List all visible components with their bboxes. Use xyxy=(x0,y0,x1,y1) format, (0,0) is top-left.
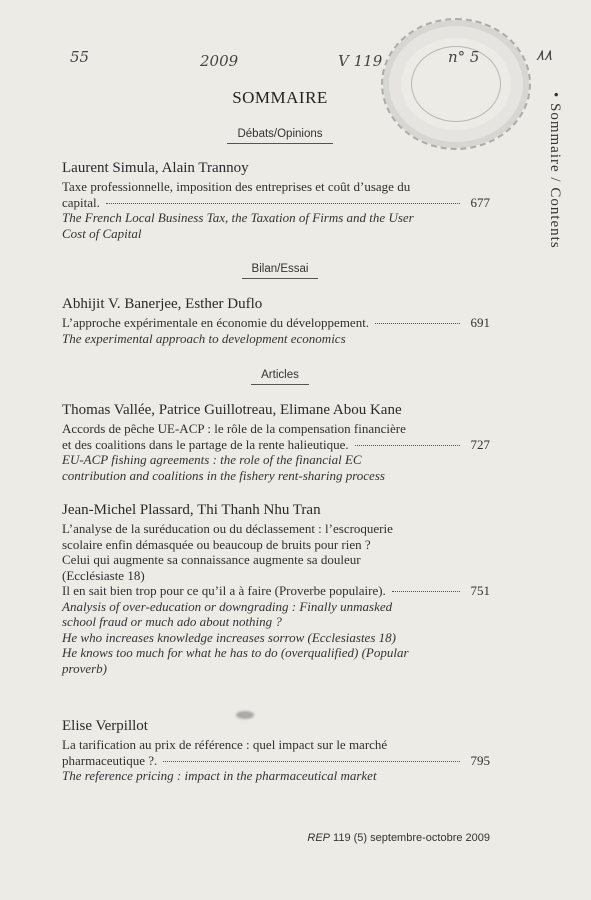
entry-title-fr: scolaire enfin démasquée ou beaucoup de bruits pour rien ? xyxy=(62,536,371,552)
entry-title-en: proverb) xyxy=(62,660,108,676)
entry-title-fr: (Ecclésiaste 18) xyxy=(62,567,145,583)
entry-title-en: The experimental approach to development economics xyxy=(62,330,346,346)
entry-title-en: He knows too much for what he has to do (overqualified) (Popular xyxy=(62,645,409,660)
entry-title-fr-last: L’approche expérimentale en économie du développement. 691 xyxy=(62,315,490,330)
section-heading-debats: Débats/Opinions xyxy=(0,128,560,140)
handwritten-note-right: ٨٨ xyxy=(536,46,553,64)
entry-authors: Jean-Michel Plassard, Thi Thanh Nhu Tran xyxy=(62,502,321,518)
handwritten-note-year: 2009 xyxy=(200,52,239,70)
section-heading-articles: Articles xyxy=(0,369,560,381)
entry-title-en: contribution and coalitions in the fishery rent-sharing process xyxy=(62,467,385,483)
entry-authors: Elise Verpillot xyxy=(62,718,148,734)
entry-title-en: The French Local Business Tax, the Taxation of Firms and the User xyxy=(62,210,414,225)
toc-entry-plassard xyxy=(62,502,490,676)
handwritten-note-left: 55 xyxy=(70,48,90,66)
entry-title-fr: Taxe professionnelle, imposition des entreprises et coût d’usage du xyxy=(62,179,411,194)
entry-title-fr: Celui qui augmente sa connaissance augmente sa douleur xyxy=(62,552,361,567)
entry-title-en: The reference pricing : impact in the pharmaceutical market xyxy=(62,768,377,783)
entry-title-fr-last: capital. 677 xyxy=(62,194,490,210)
side-label: • Sommaire / Contents xyxy=(547,92,563,249)
page-number: 727 xyxy=(470,436,490,452)
entry-title-fr: Accords de pêche UE-ACP : le rôle de la compensation financière xyxy=(62,421,406,436)
entry-title-fr: La tarification au prix de référence : quel impact sur le marché xyxy=(62,737,388,752)
entry-title-fr-last: Il en sait bien trop pour ce qu’il a à faire (Proverbe populaire). 751 xyxy=(62,583,490,598)
handwritten-note-number: n° 5 xyxy=(448,48,480,66)
section-heading-bilan: Bilan/Essai xyxy=(0,263,560,275)
library-stamp-center xyxy=(411,46,501,122)
entry-authors: Abhijit V. Banerjee, Esther Duflo xyxy=(62,296,263,312)
journal-name: REP xyxy=(307,832,330,844)
dot-leader xyxy=(375,323,460,324)
dot-leader xyxy=(163,761,460,762)
handwritten-note-volume: V 119 xyxy=(338,52,383,70)
toc-entry-vallee xyxy=(62,402,490,483)
entry-title-en: Cost of Capital xyxy=(62,225,142,241)
entry-authors: Thomas Vallée, Patrice Guillotreau, Elimane Abou Kane xyxy=(62,402,402,418)
toc-entry-verpillot xyxy=(62,718,490,784)
entry-authors: Laurent Simula, Alain Trannoy xyxy=(62,160,249,176)
toc-entry-simula xyxy=(62,160,490,241)
dot-leader xyxy=(392,591,460,592)
issue-info: 119 (5) septembre-octobre 2009 xyxy=(330,832,490,844)
dot-leader xyxy=(355,445,460,446)
page-number: 677 xyxy=(470,194,490,210)
entry-title-en: Analysis of over-education or downgrading : Finally unmasked xyxy=(62,598,393,614)
entry-title-en: He who increases knowledge increases sorrow (Ecclesiastes 18) xyxy=(62,629,396,645)
entry-title-en: school fraud or much ado about nothing ? xyxy=(62,614,282,629)
toc-entry-banerjee xyxy=(62,296,490,346)
page-footer xyxy=(0,832,490,844)
entry-title-fr-last: pharmaceutique ?. 795 xyxy=(62,752,490,768)
page-number: 751 xyxy=(470,583,490,598)
page-number: 795 xyxy=(470,752,490,768)
page-title: SOMMAIRE xyxy=(232,88,328,107)
page-number: 691 xyxy=(470,315,490,330)
entry-title-fr-last: et des coalitions dans le partage de la rente halieutique. 727 xyxy=(62,436,490,452)
dot-leader xyxy=(106,203,460,204)
entry-title-fr: L’analyse de la suréducation ou du déclassement : l’escroquerie xyxy=(62,521,393,536)
entry-title-en: EU-ACP fishing agreements : the role of the financial EC xyxy=(62,452,362,467)
